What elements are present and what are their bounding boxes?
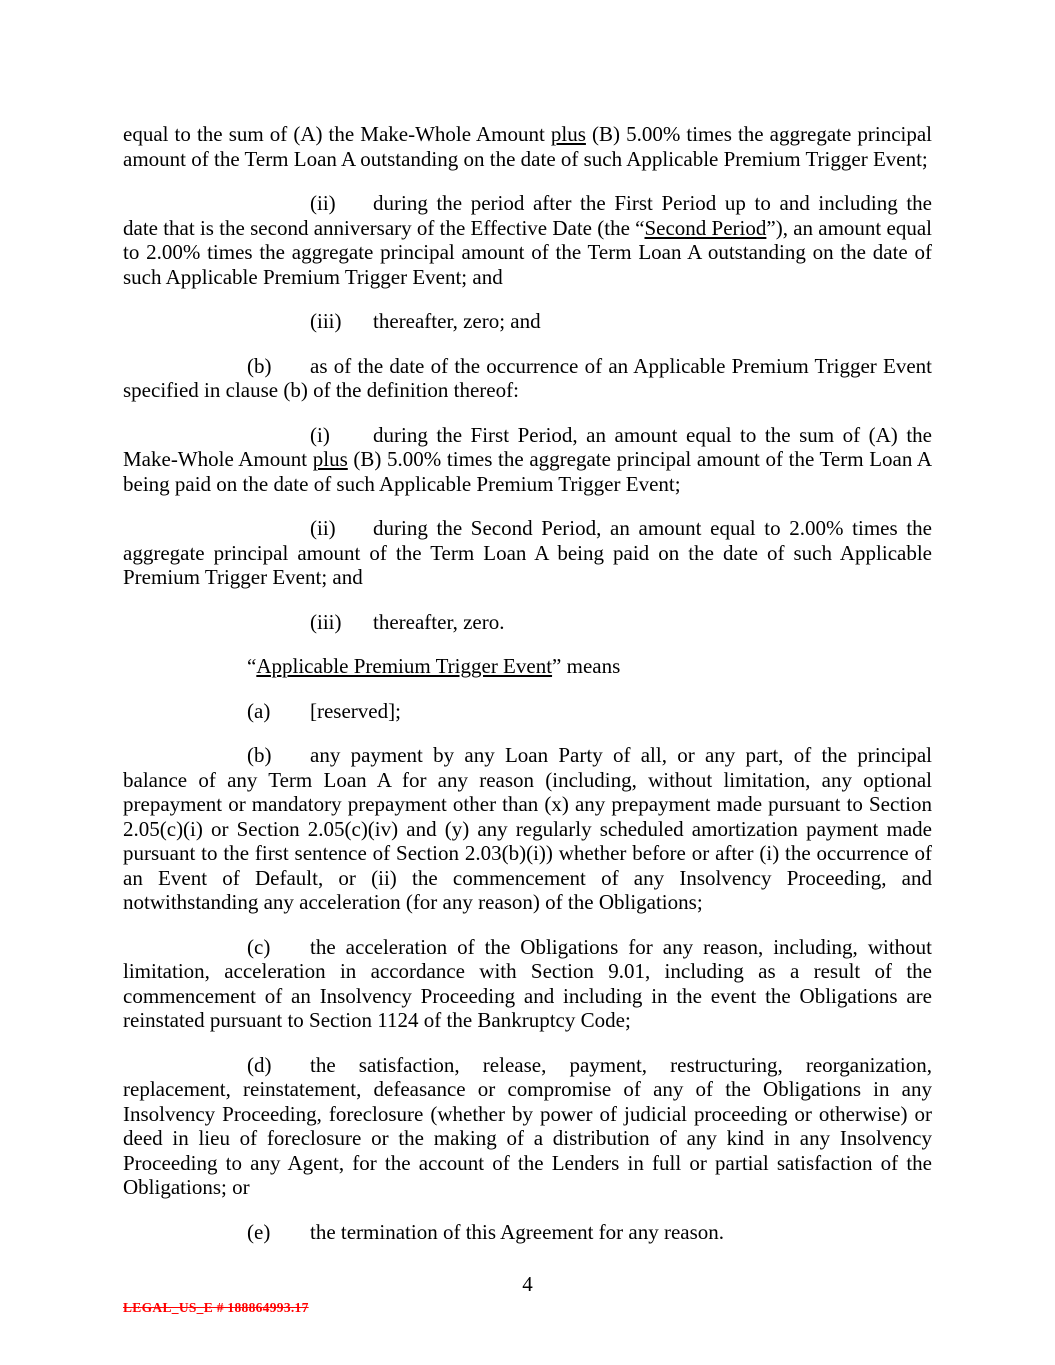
footer-doc-id: LEGAL_US_E # 188864993.17 — [123, 1300, 309, 1315]
text-run: ” means — [552, 654, 621, 678]
text-run: thereafter, zero. — [373, 609, 505, 634]
text-run: (B) 5.00% times the aggregate principal amount of the Term Loan A outstanding on the date of such Applicable Premium Trigger Event; — [123, 122, 933, 171]
paragraph — [123, 935, 932, 1033]
text-run: during the First Period, an amount equal to the sum of (A) the Make-Whole Amount — [123, 422, 932, 471]
paragraph — [123, 191, 932, 289]
paragraph — [123, 423, 932, 497]
document-body — [123, 122, 932, 1244]
paragraph — [123, 1053, 932, 1200]
text-run: as of the date of the occurrence of an Applicable Premium Trigger Event specified in clause (b) of the definition thereof: — [123, 353, 932, 402]
paragraph-label: (i) — [310, 422, 330, 447]
text-run: thereafter, zero; and — [373, 309, 541, 333]
paragraph — [123, 699, 932, 724]
paragraph-label: (iii) — [310, 309, 342, 333]
paragraph-label: (d) — [247, 1052, 272, 1077]
page-number: 4 — [522, 1272, 533, 1296]
text-run: “ — [247, 654, 257, 678]
text-run: the satisfaction, release, payment, restructuring, reorganization, replacement, reinstatement, defeasance or compromise of any of the Obligations in any Insolvency Proceeding, foreclosure (whether by power of judicial proceeding or otherwise) or deed in lieu of foreclosure or the making of a distribution of any kind in any Insolvency Proceeding to any Agent, for the account of the Lenders in full or partial satisfaction of the Obligations; or — [123, 1052, 932, 1199]
text-run: any payment by any Loan Party of all, or any part, of the principal balance of any Term Loan A for any reason (including, without limitation, any optional prepayment or mandatory prepayment other than (x) any prepayment made pursuant to Section 2.05(c)(i) or Section 2.05(c)(iv) and (y) any regularly scheduled amortization payment made pursuant to the first sentence of Section 2.03(b)(i)) whether before or after (i) the occurrence of an Event of Default, or (ii) the commencement of any Insolvency Proceeding, and notwithstanding any acceleration (for any reason) of the Obligations; — [123, 743, 932, 914]
paragraph — [123, 354, 932, 403]
paragraph-label: (ii) — [310, 191, 336, 215]
text-run: during the period after the First Period up to and including the date that is the second anniversary of the Effective Date (the “ — [123, 191, 932, 240]
paragraph — [123, 654, 932, 679]
text-run: during the Second Period, an amount equal to 2.00% times the aggregate principal amount of the Term Loan A being paid on the date of such Applicable Premium Trigger Event; and — [123, 516, 932, 589]
text-run: equal to the sum of (A) the Make-Whole Amount — [123, 122, 551, 146]
underlined-text: Applicable Premium Trigger Event — [256, 654, 553, 678]
paragraph-label: (a) — [247, 698, 271, 723]
paragraph — [123, 122, 932, 171]
text-run: the acceleration of the Obligations for any reason, including, without limitation, acceleration in accordance with Section 9.01, including as a result of the commencement of an Insolvency Proceeding and including in the event the Obligations are reinstated pursuant to Section 1124 of the Bankruptcy Code; — [123, 934, 932, 1032]
text-run: [reserved]; — [310, 698, 401, 723]
underlined-text: Second Period — [644, 215, 767, 240]
paragraph-label: (ii) — [310, 516, 336, 540]
text-run: ”), an amount equal to 2.00% times the aggregate principal amount of the Term Loan A outstanding on the date of such Applicable Premium Trigger Event; and — [123, 215, 932, 289]
paragraph-label: (b) — [247, 353, 272, 378]
text-run: the termination of this Agreement for any reason. — [310, 1219, 725, 1244]
paragraph-label: (iii) — [310, 609, 342, 634]
text-run: (B) 5.00% times the aggregate principal amount of the Term Loan A being paid on the date of such Applicable Premium Trigger Event; — [123, 447, 933, 496]
paragraph — [123, 309, 932, 334]
paragraph-label: (c) — [247, 934, 271, 959]
paragraph-label: (e) — [247, 1219, 271, 1244]
paragraph — [123, 743, 932, 915]
paragraph — [123, 1220, 932, 1245]
underlined-text: plus — [550, 122, 586, 146]
underlined-text: plus — [312, 447, 348, 471]
paragraph-label: (b) — [247, 743, 272, 767]
paragraph — [123, 516, 932, 590]
paragraph — [123, 610, 932, 635]
